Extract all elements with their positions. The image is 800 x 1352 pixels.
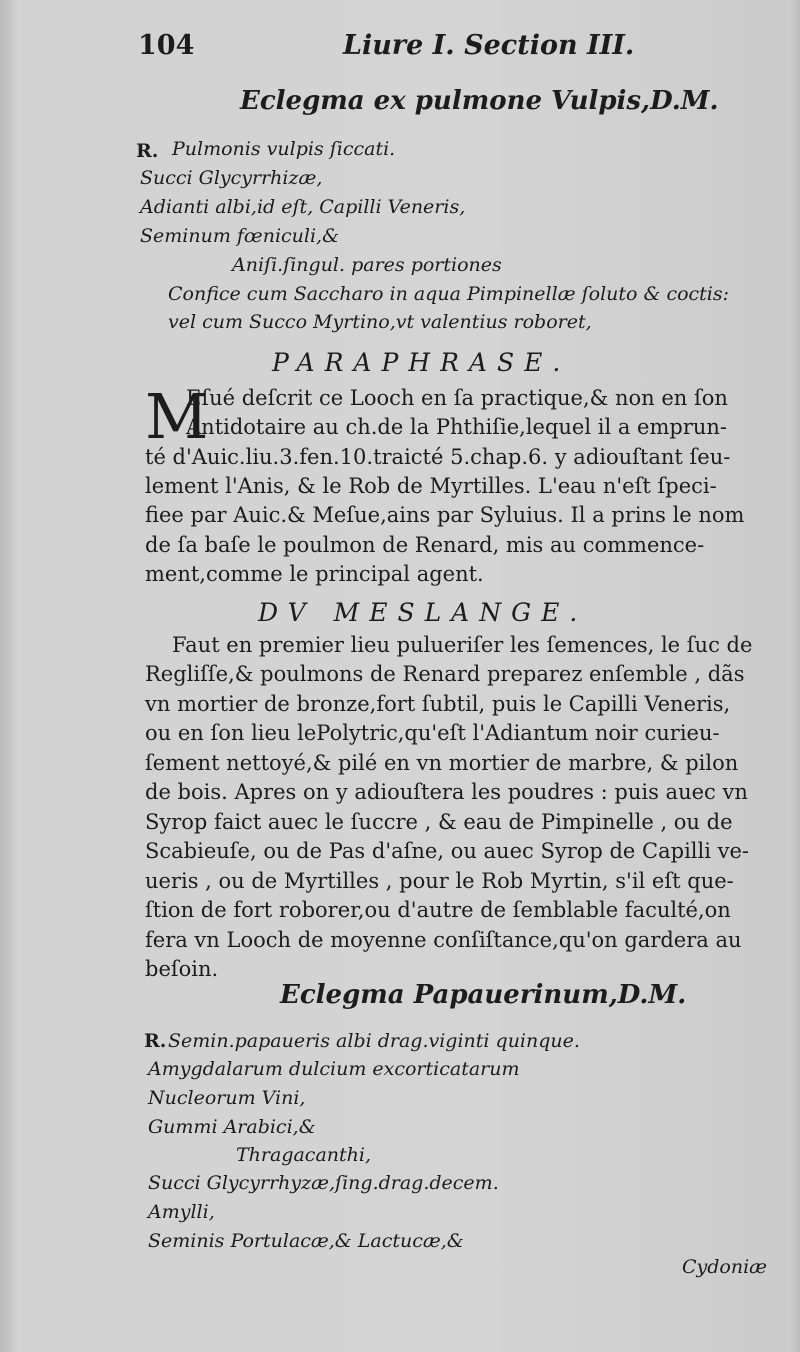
meslange-line: ueris , ou de Myrtilles , pour le Rob Myrtin, s'il eſt que- xyxy=(145,869,734,893)
page-edge xyxy=(788,0,800,1352)
drop-cap: M xyxy=(145,380,209,453)
meslange-line: de bois. Apres on y adiouſtera les poudres : puis auec vn xyxy=(145,780,748,804)
recipe1-line: Adianti albi,id eſt, Capilli Veneris, xyxy=(140,196,466,218)
recipe2-line: Thragacanthi, xyxy=(236,1144,372,1166)
paraphrase-line: de ſa baſe le poulmon de Renard, mis au commence- xyxy=(145,533,705,557)
recipe1-line: Confice cum Saccharo in aqua Pimpinellæ ſoluto & coctis: xyxy=(168,283,730,305)
recipe2-line: Nucleorum Vini, xyxy=(148,1087,306,1109)
paraphrase-line: lement l'Anis, & le Rob de Myrtilles. L'eau n'eſt ſpeci- xyxy=(145,474,717,498)
meslange-heading: DV MESLANGE. xyxy=(258,598,588,627)
recipe1-line: Succi Glycyrrhizæ, xyxy=(140,167,323,189)
recipe1-line: Aniſi.ſingul. pares portiones xyxy=(232,254,502,276)
paraphrase-line: té d'Auic.liu.3.fen.10.traicté 5.chap.6. y adiouſtant ſeu- xyxy=(145,445,731,469)
recipe2-line: Amygdalarum dulcium excorticatarum xyxy=(148,1058,520,1080)
recipe2-line: Semin.papaueris albi drag.viginti quinque. xyxy=(168,1030,580,1052)
recipe2-line: Succi Glycyrrhyzæ,ſing.drag.decem. xyxy=(148,1172,499,1194)
recipe2-line: Gummi Arabici,& xyxy=(148,1116,316,1138)
page-number: 104 xyxy=(138,30,195,61)
meslange-line: Syrop faict auec le ſuccre , & eau de Pimpinelle , ou de xyxy=(145,810,733,834)
paraphrase-line: Antidotaire au ch.de la Phthiſie,lequel il a emprun- xyxy=(186,415,728,439)
running-head: Liure I. Section III. xyxy=(343,30,635,61)
recipe2-line: Seminis Portulacæ,& Lactucæ,& xyxy=(148,1230,464,1252)
meslange-line: ſement nettoyé,& pilé en vn mortier de marbre, & pilon xyxy=(145,751,739,775)
page-header xyxy=(138,30,635,70)
meslange-line: ſtion de fort roborer,ou d'autre de ſemblable faculté,on xyxy=(145,898,731,922)
paraphrase-line: Eſué deſcrit ce Looch en ſa practique,& non en ſon xyxy=(186,386,728,410)
meslange-line: ou en ſon lieu lePolytric,qu'eſt l'Adiantum noir curieu- xyxy=(145,721,720,745)
meslange-line: Faut en premier lieu pulueriſer les ſemences, le ſuc de xyxy=(172,633,753,657)
recipe1-line: Pulmonis vulpis ſiccati. xyxy=(172,138,396,160)
meslange-line: Regliſſe,& poulmons de Renard preparez enſemble , dãs xyxy=(145,662,745,686)
paraphrase-heading: PARAPHRASE. xyxy=(272,348,571,377)
meslange-line: fera vn Looch de moyenne conſiſtance,qu'on gardera au xyxy=(145,928,742,952)
recipe2-title: Eclegma Papauerinum,D.M. xyxy=(280,980,687,1010)
catchword: Cydoniæ xyxy=(682,1256,768,1278)
meslange-line: vn mortier de bronze,fort ſubtil, puis le Capilli Veneris, xyxy=(145,692,731,716)
rx-symbol: R. xyxy=(144,1030,167,1052)
paraphrase-line: fiee par Auic.& Meſue,ains par Syluius. Il a prins le nom xyxy=(145,503,745,527)
meslange-line: beſoin. xyxy=(145,957,219,981)
recipe1-title: Eclegma ex pulmone Vulpis,D.M. xyxy=(240,86,719,116)
rx-symbol: R. xyxy=(136,140,159,162)
paraphrase-line: ment,comme le principal agent. xyxy=(145,562,484,586)
meslange-line: Scabieuſe, ou de Pas d'aſne, ou auec Syrop de Capilli ve- xyxy=(145,839,749,863)
recipe1-line: Seminum fœniculi,& xyxy=(140,225,339,247)
recipe1-line: vel cum Succo Myrtino,vt valentius roboret, xyxy=(168,311,592,333)
recipe2-line: Amylli, xyxy=(148,1201,215,1223)
